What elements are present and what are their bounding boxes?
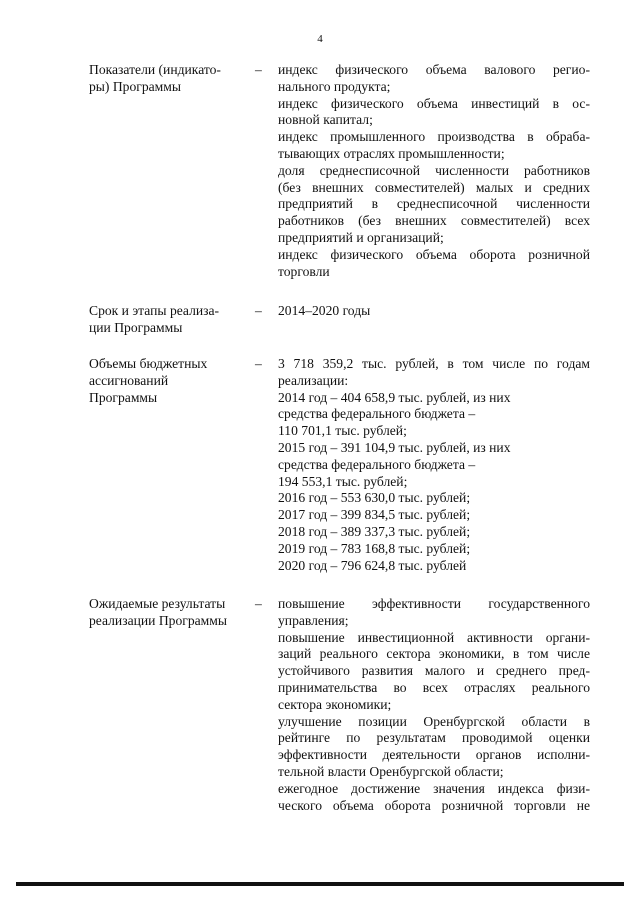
content-line: 2017 год – 399 834,5 тыс. рублей; — [278, 507, 471, 523]
label-line: ции Программы — [89, 319, 183, 335]
row-label — [89, 62, 254, 96]
content-line: устойчивого развития малого и среднего пред- — [278, 663, 590, 679]
content-line: 2018 год – 389 337,3 тыс. рублей; — [278, 523, 471, 539]
content-line: индекс промышленного производства в обраба- — [278, 129, 590, 145]
content-line: 2020 год – 796 624,8 тыс. рублей — [278, 557, 467, 573]
content-line: заций реального сектора экономики, в том числе — [278, 646, 590, 662]
row-content — [278, 62, 590, 280]
content-line: ежегодное достижение значения индекса физи- — [278, 780, 590, 796]
content-line: 2014 год – 404 658,9 тыс. рублей, из них — [278, 389, 511, 405]
label-line: Ожидаемые результаты — [89, 596, 226, 611]
content-line: рейтинге по результатам проводимой оценки — [278, 730, 590, 746]
row-label — [89, 596, 254, 630]
label-line: Срок и этапы реализа- — [89, 303, 220, 318]
row-label — [89, 356, 254, 406]
page-bottom-rule — [16, 882, 624, 886]
content-line: предприятий в среднесписочной численности — [278, 196, 590, 212]
content-line: 2016 год – 553 630,0 тыс. рублей; — [278, 490, 471, 506]
label-line: Программы — [89, 389, 158, 405]
content-line: новной капитал; — [278, 112, 373, 128]
content-line: сектора экономики; — [278, 696, 392, 712]
row-dash: – — [255, 356, 262, 371]
content-line: 110 701,1 тыс. рублей; — [278, 423, 407, 439]
label-line: Объемы бюджетных — [89, 356, 208, 371]
content-line: повышение инвестиционной активности органи- — [278, 629, 590, 645]
content-line: 2014–2020 годы — [278, 303, 371, 318]
content-line: реализации: — [278, 372, 349, 388]
row-dash: – — [255, 62, 262, 77]
label-line: реализации Программы — [89, 612, 227, 628]
row-dash: – — [255, 596, 262, 611]
content-line: индекс физического объема валового регио- — [278, 62, 590, 77]
content-line: 194 553,1 тыс. рублей; — [278, 473, 408, 489]
content-line: 2019 год – 783 168,8 тыс. рублей; — [278, 540, 471, 556]
content-line: тывающих отраслях промышленности; — [278, 145, 505, 161]
content-line: ческого объема оборота розничной торговли не — [278, 797, 590, 813]
row-dash: – — [255, 303, 262, 318]
row-content — [278, 596, 590, 814]
content-line: средства федерального бюджета – — [278, 456, 476, 472]
row-content — [278, 303, 590, 320]
content-line: средства федерального бюджета – — [278, 406, 476, 422]
content-line: предприятий и организаций; — [278, 229, 444, 245]
content-line: тельной власти Оренбургской области; — [278, 763, 504, 779]
content-line: нального продукта; — [278, 78, 391, 94]
page-number: 4 — [317, 33, 323, 45]
content-line: принимательства во всех отраслях реального — [278, 679, 590, 695]
content-line: доля среднесписочной численности работников — [278, 162, 590, 178]
label-line: ассигнований — [89, 372, 169, 388]
row-label — [89, 303, 254, 337]
content-line: (без внешних совместителей) малых и средних — [278, 179, 590, 195]
content-line: работников (без внешних совместителей) всех — [278, 213, 590, 229]
content-line: эффективности деятельности органов исполни- — [278, 747, 590, 763]
row-content — [278, 356, 590, 574]
content-line: индекс физического объема оборота розничной — [278, 246, 590, 262]
content-line: улучшение позиции Оренбургской области в — [278, 713, 590, 729]
label-line: Показатели (индикато- — [89, 62, 221, 77]
content-line: повышение эффективности государственного — [278, 596, 590, 611]
content-line: 2015 год – 391 104,9 тыс. рублей, из них — [278, 439, 511, 455]
label-line: ры) Программы — [89, 78, 182, 94]
content-line: торговли — [278, 263, 330, 279]
content-line: индекс физического объема инвестиций в ос- — [278, 95, 590, 111]
content-line: управления; — [278, 612, 349, 628]
content-line: 3 718 359,2 тыс. рублей, в том числе по годам — [278, 356, 590, 371]
